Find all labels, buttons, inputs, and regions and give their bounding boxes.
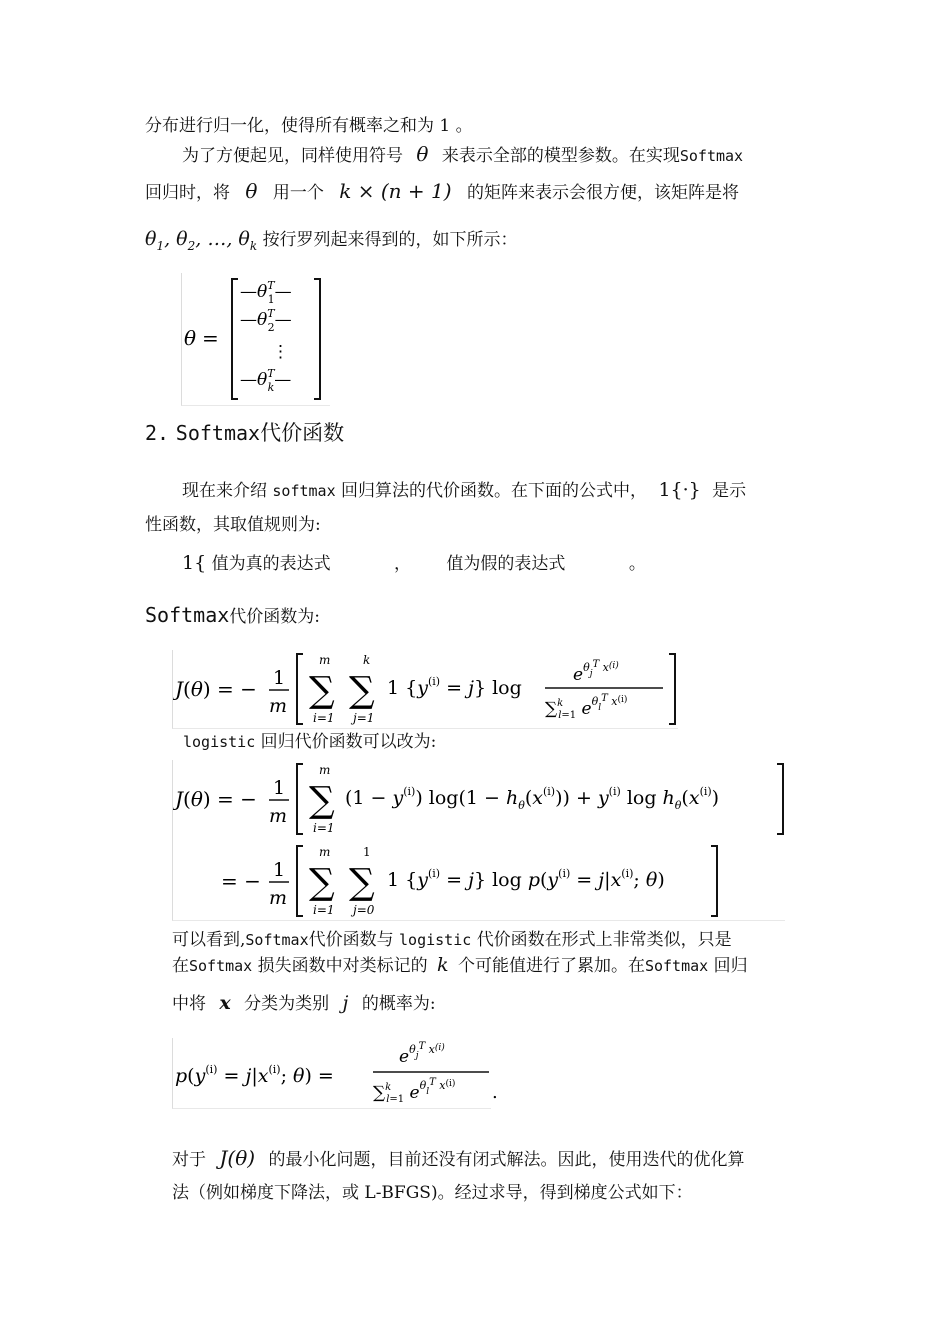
svg-text:m: m (269, 805, 288, 827)
svg-text:1: 1 (363, 845, 371, 859)
text-span: 值为假的表达式 (446, 554, 566, 574)
svg-text:1 {y(i) = j} log: 1 $\{y^{(i)} = j\}$ log (387, 675, 522, 699)
text-span: 回归代价函数可以改为: (260, 732, 437, 752)
logistic-cost-formula (172, 760, 785, 921)
probability-formula-svg (173, 1038, 503, 1108)
svg-text:m: m (269, 887, 288, 909)
text-span: 是示 (712, 481, 747, 501)
svg-text:∑: ∑ (309, 780, 335, 821)
text-line (145, 180, 739, 204)
x-symbol: x (219, 992, 231, 1014)
text-span: 可以看到, (172, 930, 246, 950)
svg-text:∑: ∑ (309, 670, 335, 711)
text-span: 的矩阵来表示会很方便，该矩阵是将 (466, 183, 739, 203)
text-span: 值为真的表达式 (211, 554, 331, 574)
text-span: Softmax (145, 603, 230, 627)
svg-text:J(θ) = −: J(θ) = − (175, 787, 257, 811)
text-span: Softmax (644, 957, 709, 975)
svg-text:1: 1 (273, 667, 286, 689)
equals-sign: = (202, 326, 219, 350)
text-line (172, 954, 748, 977)
text-line (145, 604, 320, 628)
text-span: 代价函数在形式上非常类似，只是 (476, 930, 732, 950)
j-theta-formula: J(θ) (219, 1146, 256, 1170)
svg-text:m: m (319, 845, 331, 859)
svg-text:1: 1 (273, 859, 286, 881)
text-span: 代价函数与 (308, 930, 394, 950)
theta-list-formula: $\theta_1$, $\theta_2$, …, $\theta_k$ (145, 228, 258, 253)
theta-matrix-svg (182, 273, 330, 405)
section-title-en: Softmax (175, 421, 261, 445)
indicator-symbol: 1{ (182, 552, 207, 574)
theta-matrix-formula (181, 273, 330, 406)
text-span: Softmax (189, 957, 253, 975)
text-span: 个可能值进行了累加。在 (457, 956, 645, 976)
indicator-function-formula: 1{·} (658, 479, 701, 501)
text-line: 法（例如梯度下降法，或 L-BFGS)。经过求导，得到梯度公式如下： (172, 1183, 693, 1203)
svg-text:j=0: j=0 (353, 903, 375, 917)
k-symbol: k (437, 954, 449, 976)
text-line (183, 731, 436, 753)
text-line (172, 929, 732, 951)
text-span: 现在来介绍 (182, 481, 267, 501)
text-span: 分类为类别 (244, 994, 330, 1014)
text-span: 为了方便起见，同样使用符号 (182, 146, 403, 166)
text-line: 分布进行归一化，使得所有概率之和为 1 。 (145, 116, 473, 136)
text-span: ， (394, 554, 411, 574)
text-span: 来表示全部的模型参数。在实现 (441, 146, 680, 166)
probability-formula (172, 1038, 498, 1109)
svg-text:j=1: j=1 (353, 711, 375, 725)
k-times-n-plus-1-formula: k × (n + 1) (339, 179, 452, 203)
text-span: 在 (172, 956, 189, 976)
matrix-row-2: $—\theta^T$ 2— (240, 307, 292, 334)
svg-text:m: m (319, 763, 331, 777)
text-line (182, 143, 743, 167)
svg-text:= −: = − (221, 869, 261, 893)
text-span: 的概率为: (361, 994, 436, 1014)
text-span: 回归算法的代价函数。在下面的公式中， (341, 481, 648, 501)
text-span: 代价函数为: (229, 607, 321, 627)
svg-text:∑kl=1 eθlT x(i): ∑$^k$ l=1 $e^\theta_l^T$ $_x$(i) (373, 1077, 456, 1105)
matrix-row-k: $—\theta^T$ k— (240, 367, 292, 394)
theta-symbol: θ (184, 326, 197, 350)
text-span: 。 (628, 554, 646, 574)
section-title-zh: 代价函数 (260, 421, 345, 445)
text-span: Softmax (679, 147, 744, 165)
text-span: 按行罗列起来得到的，如下所示： (262, 230, 518, 250)
matrix-vdots: ⋮ (272, 342, 289, 362)
text-span: 回归时，将 (145, 183, 230, 203)
text-span: 回归 (713, 956, 748, 976)
svg-text:1 {y(i) = j} log p(y(i) = j|x(: 1 $\{y^{(i)} = j\}$ $\log p(y^{(i)} = j|x^{(i)}$; θ) (387, 867, 665, 891)
section-heading (145, 420, 344, 446)
svg-text:i=1: i=1 (313, 711, 335, 725)
text-span: 中将 (172, 994, 206, 1014)
svg-text:1: 1 (273, 777, 286, 799)
logistic-cost-svg (173, 760, 785, 920)
svg-text:m: m (319, 653, 331, 667)
svg-text:p(y(i) = j|x(i); θ) =: $p(y^{(i)} = j|x^{(i)}$; θ) = (175, 1063, 334, 1087)
text-line: 性函数，其取值规则为: (145, 515, 321, 535)
theta-symbol: θ (416, 142, 429, 166)
svg-text:∑: ∑ (309, 862, 335, 903)
section-number: 2. (145, 421, 170, 445)
j-symbol: j (342, 992, 349, 1014)
svg-text:J(θ) = −: J(θ) = − (175, 677, 257, 701)
trailing-period: . (492, 1082, 498, 1103)
text-span: logistic (399, 931, 472, 949)
text-span: 的最小化问题，目前还没有闭式解法。因此，使用迭代的优化算 (268, 1150, 745, 1170)
text-span: 用一个 (272, 183, 324, 203)
matrix-row-1: $—\theta^T$ 1— (240, 279, 292, 306)
svg-text:∑: ∑ (349, 862, 375, 903)
softmax-cost-formula (172, 650, 678, 729)
text-span: softmax (272, 482, 336, 500)
text-span: 对于 (172, 1150, 206, 1170)
text-line (172, 992, 436, 1015)
text-span: Softmax (245, 931, 309, 949)
svg-text:eθjT x(i): $e^\theta_j^T$ $_x$(i) (573, 659, 619, 685)
svg-text:∑: ∑ (349, 670, 375, 711)
text-span: 损失函数中对类标记的 (257, 956, 428, 976)
text-line (182, 552, 646, 575)
svg-text:eθjT x(i): $e^\theta_j^T$ $_x$(i) (399, 1041, 445, 1067)
svg-text:(1 − y(i)) log(1 − hθ(x(i))) +: $(1 - y^{(i)})$ $\log(1 - h_\theta(x^{(i)})) + y^{(i)}$ $\log h_\theta(x^{(i)})$ (345, 785, 720, 812)
svg-text:i=1: i=1 (313, 903, 335, 917)
svg-text:∑kl=1 eθlT x(i): ∑$^k$ l=1 $e^\theta_l^T$ $_x$(i) (545, 693, 628, 721)
text-line (172, 1147, 744, 1171)
text-line (145, 228, 518, 257)
svg-text:m: m (269, 695, 288, 717)
text-span: logistic (183, 733, 256, 751)
theta-symbol: θ (245, 179, 258, 203)
svg-text:k: k (363, 653, 371, 667)
svg-text:i=1: i=1 (313, 821, 335, 835)
softmax-cost-svg (173, 650, 678, 728)
text-line (182, 479, 746, 502)
